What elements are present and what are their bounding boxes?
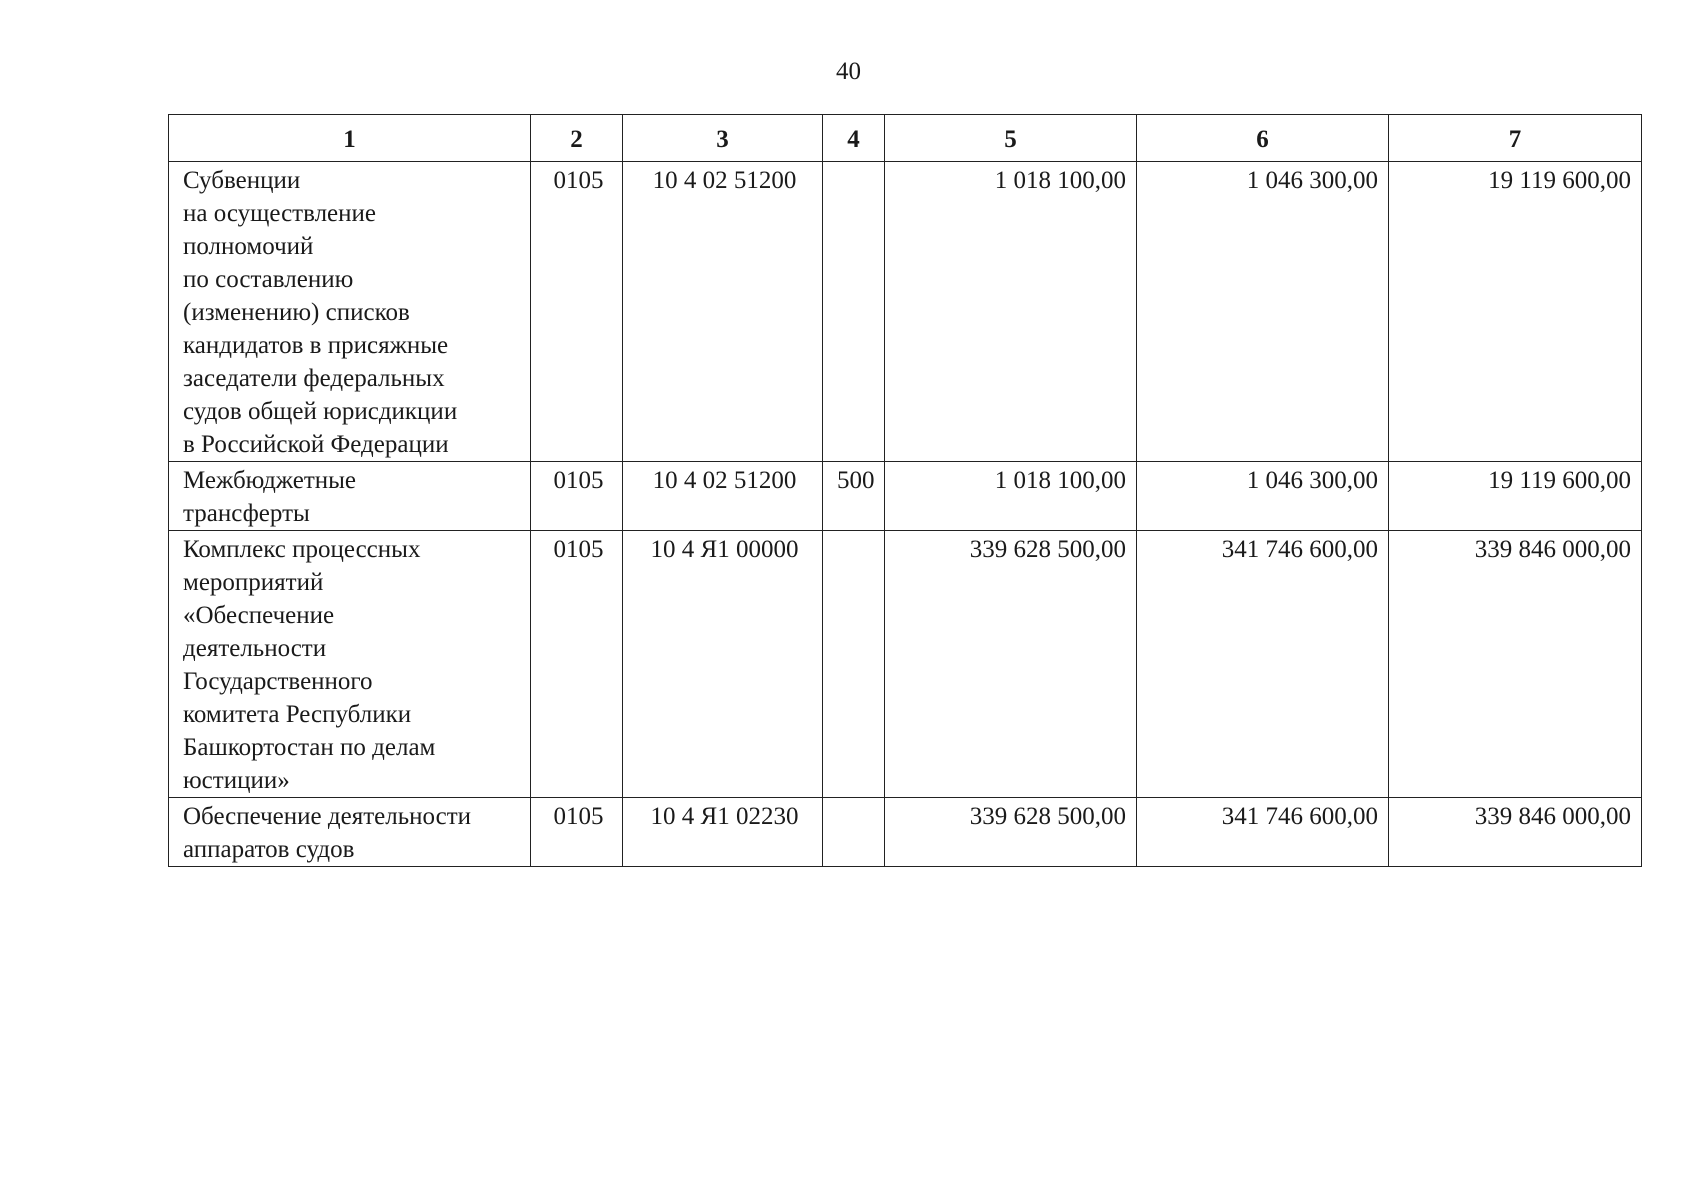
header-row [169,115,1642,162]
column-header-5: 5 [885,115,1137,162]
amount-cell-7: 339 846 000,00 [1389,531,1642,798]
expense-type-cell [823,531,885,798]
amount-cell-5: 1 018 100,00 [885,162,1137,462]
row-name-cell: Комплекс процессных мероприятий «Обеспечение деятельности Государственного комитета Республики Башкортостан по делам юстиции» [169,531,531,798]
section-code-cell: 0105 [531,531,623,798]
column-header-7: 7 [1389,115,1642,162]
row-name-cell: Субвенции на осуществление полномочий по составлению (изменению) списков кандидатов в присяжные заседатели федеральных судов общей юрисдикции в Российской Федерации [169,162,531,462]
amount-cell-5: 1 018 100,00 [885,462,1137,531]
target-article-cell: 10 4 Я1 00000 [623,531,823,798]
amount-cell-6: 1 046 300,00 [1137,162,1389,462]
section-code-cell: 0105 [531,162,623,462]
row-name-cell: Обеспечение деятельности аппаратов судов [169,798,531,867]
target-article-cell: 10 4 Я1 02230 [623,798,823,867]
target-article-cell: 10 4 02 51200 [623,462,823,531]
target-article-cell: 10 4 02 51200 [623,162,823,462]
table-row [169,462,1642,531]
amount-cell-6: 1 046 300,00 [1137,462,1389,531]
amount-cell-5: 339 628 500,00 [885,531,1137,798]
section-code-cell: 0105 [531,798,623,867]
table-row [169,162,1642,462]
column-header-6: 6 [1137,115,1389,162]
amount-cell-5: 339 628 500,00 [885,798,1137,867]
expense-type-cell [823,798,885,867]
table-row [169,798,1642,867]
column-header-2: 2 [531,115,623,162]
expense-type-cell: 500 [823,462,885,531]
column-header-4: 4 [823,115,885,162]
column-header-1: 1 [169,115,531,162]
expense-type-cell [823,162,885,462]
amount-cell-7: 19 119 600,00 [1389,462,1642,531]
amount-cell-6: 341 746 600,00 [1137,531,1389,798]
row-name-cell: Межбюджетные трансферты [169,462,531,531]
column-header-3: 3 [623,115,823,162]
amount-cell-6: 341 746 600,00 [1137,798,1389,867]
table-row [169,531,1642,798]
amount-cell-7: 19 119 600,00 [1389,162,1642,462]
page-number: 40 [836,58,861,85]
amount-cell-7: 339 846 000,00 [1389,798,1642,867]
section-code-cell: 0105 [531,462,623,531]
budget-table [168,114,1642,867]
